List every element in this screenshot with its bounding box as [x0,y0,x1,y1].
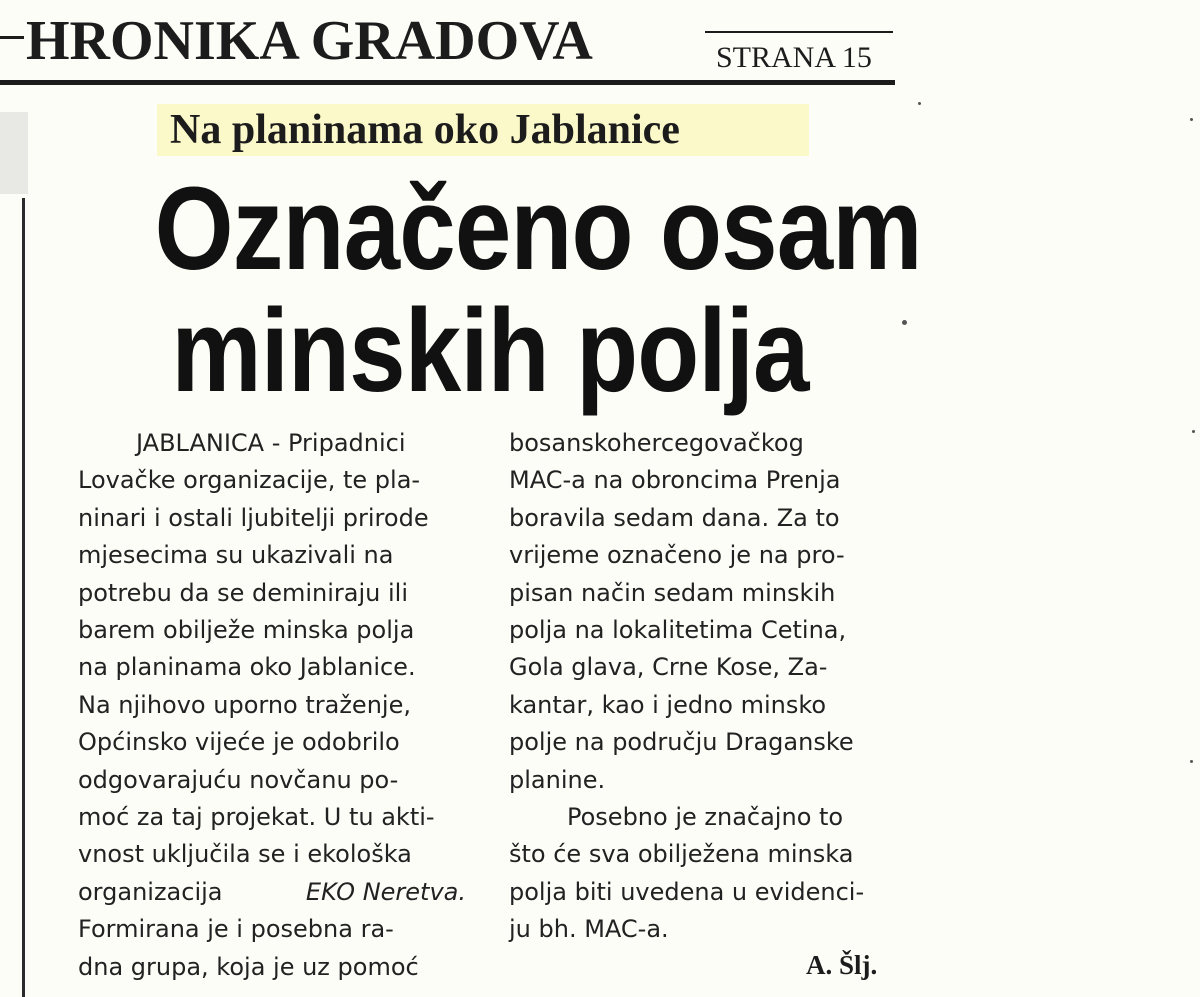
article-headline [154,163,922,417]
margin-shade [0,112,28,194]
body-line: vrijeme označeno je na pro- [509,541,845,570]
body-line: polja biti uvedena u evidenci- [509,877,865,906]
headline-line: Označeno osam [154,163,922,295]
body-line: dna grupa, koja je uz pomoć [78,952,419,981]
body-line: Lovačke organizacije, te pla- [78,466,421,495]
body-line: ju bh. MAC-a. [509,915,669,944]
body-line: ninari i ostali ljubitelji prirode [78,503,429,532]
page-label-rule [705,31,893,33]
section-title: HRONIKA GRADOVA [26,10,593,72]
body-line: MAC-a na obroncima Prenja [509,466,841,495]
body-line: bosanskohercegovačkog [509,429,804,457]
body-line: barem obilježe minska polja [78,616,415,645]
body-line: što će sva obilježena minska [509,840,854,869]
column-rule [22,198,25,997]
body-line: polje na području Draganske [509,728,854,757]
body-line: kantar, kao i jedno minsko [509,690,827,719]
body-line [78,874,466,911]
body-line: planine. [509,765,606,794]
print-speck [902,320,907,325]
body-line: odgovarajuću novčanu po- [78,765,399,794]
body-line: vnost uključila se i ekološka [78,840,412,869]
print-speck [1190,760,1193,763]
header-dash [0,36,24,39]
body-line: moć za taj projekat. U tu akti- [78,803,435,832]
body-column-left [78,425,466,986]
author-byline: A. Šlj. [806,950,878,980]
body-line: potrebu da se deminiraju ili [78,578,408,607]
body-line: JABLANICA - Pripadnici [136,429,406,457]
body-line: Na njihovo uporno traženje, [78,690,411,719]
body-line: Općinsko vijeće je odobrilo [78,728,400,757]
organization-name: EKO Neretva. [305,877,466,906]
body-line: Formirana je i posebna ra- [78,915,394,944]
article-kicker: Na planinama oko Jablanice [170,107,680,153]
page-number: STRANA 15 [716,41,872,74]
headline-line: minskih polja [171,285,809,417]
print-speck [1190,118,1193,121]
body-line: boravila sedam dana. Za to [509,503,840,532]
print-speck [1192,430,1195,433]
body-line: mjesecima su ukazivali na [78,541,394,570]
body-text: organizacija [78,877,223,906]
body-column-right [509,425,895,949]
print-speck [918,102,921,105]
body-line: polja na lokalitetima Cetina, [509,616,847,645]
body-line: na planinama oko Jablanice. [78,653,416,682]
body-line: Posebno je značajno to [567,803,844,832]
body-line: Gola glava, Crne Kose, Za- [509,653,828,682]
body-line: pisan način sedam minskih [509,578,836,607]
header-rule [0,80,895,85]
